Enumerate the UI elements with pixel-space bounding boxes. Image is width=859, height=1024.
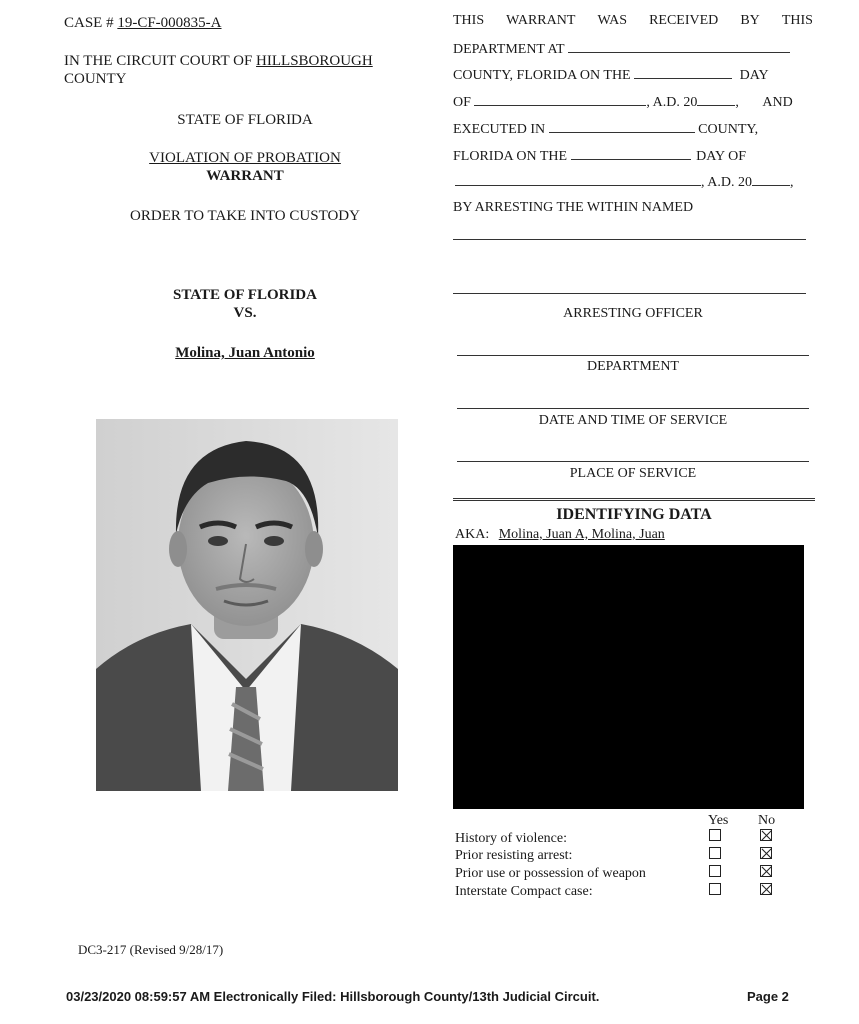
department-label: DEPARTMENT	[587, 359, 679, 374]
checklist-label-compact: Interstate Compact case:	[455, 884, 593, 899]
word-by: BY	[740, 13, 760, 28]
word-was: WAS	[597, 13, 628, 28]
executed-year-blank[interactable]	[752, 172, 790, 186]
day-of-label: DAY OF	[696, 149, 747, 164]
day-label: DAY	[739, 68, 769, 83]
portrait-image	[96, 419, 398, 791]
word-warrant: WARRANT	[506, 13, 576, 28]
checkbox-resisting-yes[interactable]	[709, 847, 721, 859]
comma: ,	[735, 95, 739, 110]
place-line	[457, 461, 809, 462]
checkbox-weapon-yes[interactable]	[709, 865, 721, 877]
checkbox-violence-no[interactable]	[760, 829, 772, 841]
identifying-divider	[453, 498, 815, 501]
received-line	[453, 12, 813, 29]
aka-line	[455, 526, 665, 543]
form-number: DC3-217 (Revised 9/28/17)	[78, 942, 224, 957]
trailing-comma: ,	[789, 175, 794, 190]
of-label: OF	[453, 95, 471, 110]
checkbox-weapon-no[interactable]	[760, 865, 772, 877]
yes-column-header: Yes	[708, 813, 729, 828]
executed-month-blank[interactable]	[455, 172, 701, 186]
year-blank[interactable]	[697, 92, 735, 106]
date-time-service-label: DATE AND TIME OF SERVICE	[538, 413, 728, 428]
florida-on-line	[453, 146, 813, 165]
arrestee-line-1	[453, 239, 806, 240]
ad-label: , A.D. 20	[646, 95, 698, 110]
executed-day-blank[interactable]	[571, 146, 691, 160]
order-heading: ORDER TO TAKE INTO CUSTODY	[130, 208, 360, 224]
aka-label: AKA:	[455, 527, 490, 542]
court-county-word: COUNTY	[64, 71, 127, 87]
department-blank[interactable]	[568, 39, 790, 53]
court-prefix: IN THE CIRCUIT COURT OF	[64, 53, 257, 69]
checkbox-compact-no[interactable]	[760, 883, 772, 895]
filing-stamp: 03/23/2020 08:59:57 AM Electronically Filed: Hillsborough County/13th Judicial Circuit.	[66, 989, 600, 1004]
page-number: Page 2	[747, 989, 789, 1004]
versus-block	[95, 286, 395, 322]
executed-county-blank[interactable]	[549, 119, 695, 133]
arrestee-line-2	[453, 293, 806, 294]
department-at-label: DEPARTMENT AT	[453, 42, 565, 57]
word-this-2: THIS	[781, 13, 813, 28]
case-label: CASE #	[64, 15, 118, 31]
defendant-name: Molina, Juan Antonio	[175, 345, 315, 361]
warrant-title-line1: VIOLATION OF PROBATION	[149, 150, 341, 166]
department-line	[457, 355, 809, 356]
county-florida-label: COUNTY, FLORIDA ON THE	[453, 68, 631, 83]
florida-on-label: FLORIDA ON THE	[453, 149, 568, 164]
executed-in-line	[453, 119, 813, 138]
ad-label-2: , A.D. 20	[701, 175, 752, 190]
identifying-data-heading: IDENTIFYING DATA	[556, 506, 712, 523]
versus-state: STATE OF FLORIDA	[173, 287, 317, 303]
redaction-block	[453, 545, 804, 809]
ad-line-2	[455, 172, 815, 191]
checkbox-violence-yes[interactable]	[709, 829, 721, 841]
and-label: AND	[762, 95, 793, 110]
department-at-line	[453, 39, 813, 58]
date-time-line	[457, 408, 809, 409]
checkbox-resisting-no[interactable]	[760, 847, 772, 859]
arresting-officer-label: ARRESTING OFFICER	[563, 306, 703, 321]
county-comma-label: COUNTY,	[698, 122, 759, 137]
of-ad-line	[453, 92, 815, 111]
warrant-title-line2: WARRANT	[206, 168, 284, 184]
case-number-line	[64, 14, 222, 32]
versus-word: VS.	[233, 305, 257, 321]
month-blank[interactable]	[474, 92, 646, 106]
county-florida-line	[453, 65, 813, 84]
checkbox-compact-yes[interactable]	[709, 883, 721, 895]
state-heading: STATE OF FLORIDA	[177, 112, 313, 128]
case-number: 19-CF-000835-A	[117, 15, 222, 31]
checklist-label-resisting: Prior resisting arrest:	[455, 848, 573, 863]
no-column-header: No	[758, 813, 776, 828]
aka-value: Molina, Juan A, Molina, Juan	[498, 527, 665, 542]
defendant-photo	[96, 419, 398, 791]
checklist-label-violence: History of violence:	[455, 831, 567, 846]
court-county: HILLSBOROUGH	[256, 53, 373, 69]
day-blank[interactable]	[634, 65, 732, 79]
by-arresting-label: BY ARRESTING THE WITHIN NAMED	[453, 200, 694, 215]
word-this: THIS	[453, 13, 485, 28]
executed-in-label: EXECUTED IN	[453, 122, 546, 137]
checklist-label-weapon: Prior use or possession of weapon	[455, 866, 646, 881]
place-of-service-label: PLACE OF SERVICE	[569, 466, 697, 481]
word-received: RECEIVED	[649, 13, 719, 28]
court-heading	[64, 52, 424, 88]
warrant-title	[95, 149, 395, 185]
